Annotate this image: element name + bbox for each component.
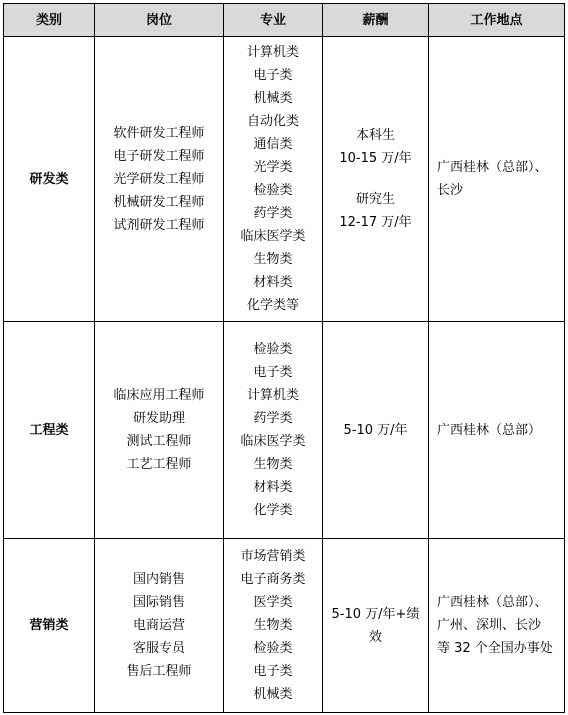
salary-cell xyxy=(323,37,429,322)
position-item: 研发助理 xyxy=(132,411,185,426)
table-row-sales xyxy=(4,539,565,713)
major-item: 市场营销类 xyxy=(240,549,306,564)
position-item: 客服专员 xyxy=(132,641,185,656)
major-item: 电子类 xyxy=(253,68,293,83)
position-item: 电子研发工程师 xyxy=(113,148,205,164)
major-item: 生物类 xyxy=(253,457,293,472)
position-item: 售后工程师 xyxy=(126,664,192,679)
location-line: 等 32 个全国办事处 xyxy=(437,641,553,656)
position-item: 临床应用工程师 xyxy=(113,388,205,403)
salary-line: 5-10 万/年 xyxy=(343,422,408,438)
header-salary: 薪酬 xyxy=(323,4,429,37)
header-category: 类别 xyxy=(4,4,95,37)
header-position: 岗位 xyxy=(95,4,224,37)
position-item: 国际销售 xyxy=(132,595,185,610)
location-cell xyxy=(429,539,565,713)
major-item: 药学类 xyxy=(253,411,293,426)
majors-cell xyxy=(224,37,323,322)
major-item: 通信类 xyxy=(253,137,293,152)
category-cell: 营销类 xyxy=(4,539,95,713)
position-item: 电商运营 xyxy=(132,618,185,633)
majors-cell xyxy=(224,322,323,539)
location-line: 长沙 xyxy=(437,183,464,198)
major-item: 机械类 xyxy=(253,91,293,106)
header-row xyxy=(4,4,565,37)
salary-line: 5-10 万/年+绩 xyxy=(331,606,420,622)
position-item: 软件研发工程师 xyxy=(113,125,205,141)
table-row-engineering xyxy=(4,322,565,539)
major-item: 自动化类 xyxy=(246,114,299,129)
major-item: 检验类 xyxy=(253,342,293,357)
salary-line: 12-17 万/年 xyxy=(339,215,412,230)
table-row-rd xyxy=(4,37,565,322)
major-item: 检验类 xyxy=(253,641,293,656)
major-item: 生物类 xyxy=(253,252,293,267)
location-line: 广西桂林（总部） xyxy=(437,422,542,438)
position-item: 光学研发工程师 xyxy=(113,171,205,187)
major-item: 药学类 xyxy=(253,206,293,221)
header-major: 专业 xyxy=(224,4,323,37)
recruitment-table xyxy=(3,3,565,713)
salary-line: 研究生 xyxy=(355,192,395,207)
major-item: 化学类等 xyxy=(246,298,299,313)
location-line: 广州、深圳、长沙 xyxy=(437,618,542,633)
major-item: 电子商务类 xyxy=(240,572,306,587)
major-item: 临床医学类 xyxy=(240,229,306,244)
salary-line: 10-15 万/年 xyxy=(339,151,412,166)
position-item: 工艺工程师 xyxy=(126,457,192,472)
major-item: 电子类 xyxy=(253,664,293,679)
positions-cell xyxy=(95,322,224,539)
salary-line: 本科生 xyxy=(355,128,395,143)
location-line: 广西桂林（总部）、 xyxy=(437,595,548,610)
major-item: 光学类 xyxy=(253,160,293,175)
position-item: 国内销售 xyxy=(132,572,185,587)
majors-cell xyxy=(224,539,323,713)
position-item: 测试工程师 xyxy=(126,434,192,449)
major-item: 生物类 xyxy=(253,618,293,633)
major-item: 医学类 xyxy=(253,595,293,610)
major-item: 电子类 xyxy=(253,365,293,380)
salary-cell xyxy=(323,322,429,539)
major-item: 材料类 xyxy=(253,275,293,290)
salary-line: 效 xyxy=(368,629,382,645)
location-cell xyxy=(429,322,565,539)
location-line: 广西桂林（总部）、 xyxy=(437,160,548,175)
header-location: 工作地点 xyxy=(429,4,565,37)
major-item: 检验类 xyxy=(253,183,293,198)
position-item: 机械研发工程师 xyxy=(113,194,205,210)
major-item: 机械类 xyxy=(253,687,293,702)
major-item: 计算机类 xyxy=(246,45,299,60)
major-item: 材料类 xyxy=(253,480,293,495)
positions-cell xyxy=(95,37,224,322)
salary-cell xyxy=(323,539,429,713)
positions-cell xyxy=(95,539,224,713)
location-cell xyxy=(429,37,565,322)
position-item: 试剂研发工程师 xyxy=(113,217,205,233)
category-cell: 研发类 xyxy=(4,37,95,322)
major-item: 临床医学类 xyxy=(240,434,306,449)
category-cell: 工程类 xyxy=(4,322,95,539)
major-item: 化学类 xyxy=(253,503,293,518)
major-item: 计算机类 xyxy=(246,388,299,403)
